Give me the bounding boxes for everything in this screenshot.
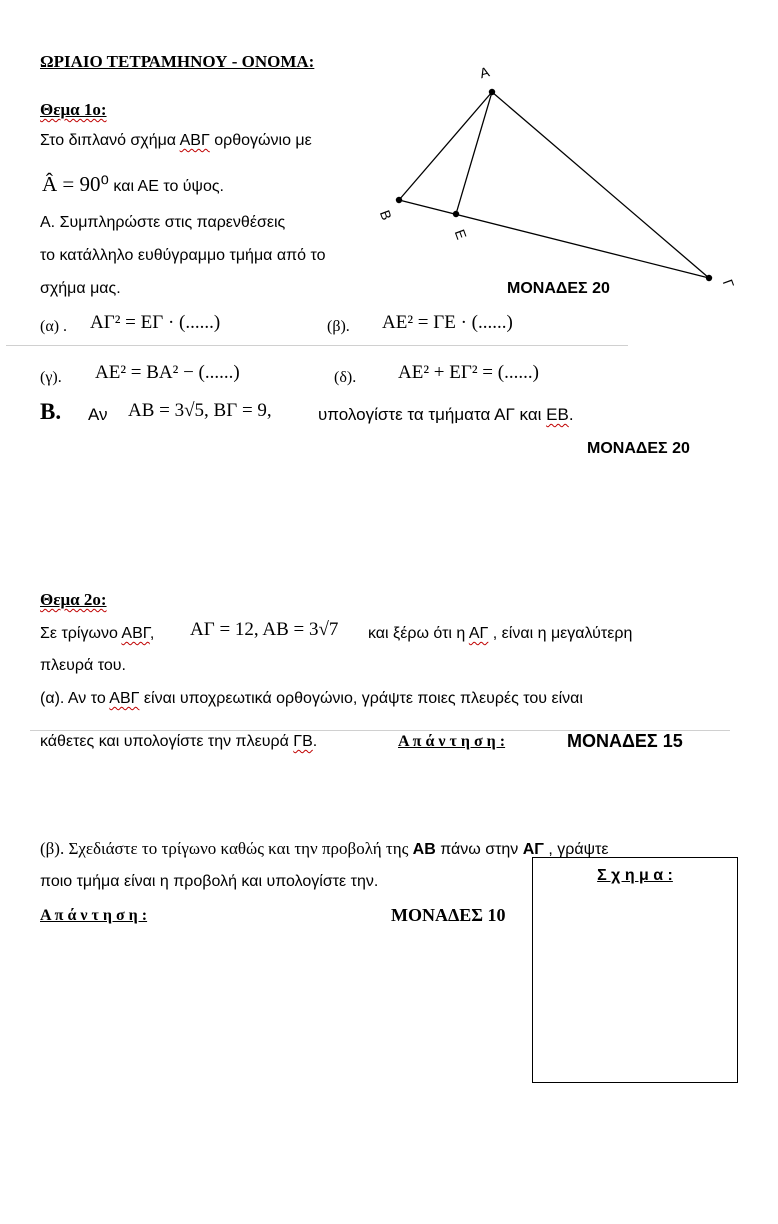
point-g [706, 275, 712, 281]
theme2-line2: πλευρά του. [40, 657, 126, 674]
theme1-monades-b: ΜΟΝΑΔΕΣ 20 [587, 440, 690, 457]
point-b [396, 197, 402, 203]
theme2-b-line2: ποιο τμήμα είναι η προβολή και υπολογίστε την. [40, 873, 379, 890]
partB-text [318, 405, 574, 425]
theme1-heading-text: Θεμα 1ο: [40, 100, 107, 119]
partB-dot: . [568, 405, 574, 424]
item-b-label: (β). [327, 318, 350, 335]
theme1-partA-line2: το κατάλληλο ευθύγραμμο τμήμα από το [40, 247, 326, 264]
theme2-a-line2 [40, 733, 317, 751]
theme2-monades-b: ΜΟΝΑΔΕΣ 10 [391, 905, 506, 925]
theme1-line1 [40, 132, 312, 150]
theme2-b-mid: πάνω στην [435, 841, 523, 858]
theme1-monades-a: ΜΟΝΑΔΕΣ 20 [507, 280, 610, 297]
theme2-line1 [40, 625, 154, 643]
side-bg [399, 200, 709, 278]
theme2-ag: ΑΓ [468, 625, 489, 642]
theme2-answer-b-label: Α π ά ν τ η σ η : [40, 907, 148, 924]
triangle-figure [370, 55, 750, 300]
theme2-suffix-b: , είναι η μεγαλύτερη [488, 625, 633, 642]
theme1-line2 [42, 172, 224, 197]
theme2-comma: , [149, 625, 155, 642]
partB-eb: ΕΒ [546, 405, 569, 424]
theme1-partA-line3: σχήμα μας. [40, 280, 121, 297]
theme2-b-ab: ΑΒ [412, 841, 436, 858]
theme2-b-prefix: (β). Σχεδιάστε το τρίγωνο καθώς και την προβολή της [40, 839, 413, 858]
theme1-heading [40, 100, 107, 120]
theme1-abg: ΑΒΓ [179, 132, 210, 149]
theme2-suffix-a: και ξέρω ότι η [368, 625, 469, 642]
angle-formula: Â = 90⁰ [42, 172, 109, 196]
point-e [453, 211, 459, 217]
point-a [489, 89, 495, 95]
theme2-answer-b [40, 907, 213, 925]
theme2-line1-prefix: Σε τρίγωνο [40, 625, 122, 642]
item-b-formula: ΑΕ² = ΓΕ · (......) [382, 312, 513, 333]
theme2-heading [40, 590, 107, 610]
theme2-a-line2-prefix: κάθετες και υπολογίστε την πλευρά [40, 733, 294, 750]
partB-label: Β. [40, 399, 62, 424]
item-a-formula: ΑΓ² = ΕΓ · (......) [90, 312, 221, 333]
theme2-a-prefix: (α). Αν το [40, 690, 110, 707]
theme2-formula: ΑΓ = 12, ΑΒ = 3√7 [190, 619, 339, 640]
theme1-line1-prefix: Στο διπλανό σχήμα [40, 132, 180, 149]
theme2-heading-text: Θεμα 2ο: [40, 590, 107, 609]
theme2-a-abg: ΑΒΓ [109, 690, 140, 707]
altitude-ae [456, 92, 492, 214]
item-a-label: (α) . [40, 318, 68, 335]
page-title: ΩΡΙΑΙΟ ΤΕΤΡΑΜΗΝΟΥ - ΟΝΟΜΑ: [40, 52, 315, 71]
theme1-partA-line1: Α. Συμπληρώστε στις παρενθέσεις [40, 214, 286, 231]
theme2-a-line2-dot: . [312, 733, 318, 750]
label-b: B [376, 207, 396, 223]
theme2-answer-a [398, 733, 523, 751]
theme2-monades-a: ΜΟΝΑΔΕΣ 15 [567, 731, 683, 751]
figure-box[interactable] [532, 857, 738, 1083]
figure-box-label: Σ χ η μ α : [597, 867, 673, 884]
partB-text-main: υπολογίστε τα τμήματα ΑΓ και [318, 405, 547, 424]
theme2-b-line1 [40, 839, 608, 859]
label-g: Γ [719, 277, 738, 290]
theme1-line2-suffix: και ΑΕ το ύψος. [108, 178, 224, 195]
item-c-label: (γ). [40, 369, 62, 386]
item-d-label: (δ). [334, 369, 357, 386]
partB-if: Αν [88, 405, 108, 424]
theme2-a-suffix: είναι υποχρεωτικά ορθογώνιο, γράψτε ποιες πλευρές του είναι [139, 690, 583, 707]
theme2-b-ag: ΑΓ [522, 841, 544, 858]
theme2-a-line1 [40, 690, 583, 708]
item-c-formula: ΑΕ² = ΒΑ² − (......) [95, 362, 240, 383]
theme2-b-suffix: , γράψτε [543, 841, 609, 858]
label-a: A [477, 63, 492, 82]
theme2-line1-tail [368, 625, 632, 643]
theme1-line1-suffix: ορθογώνιο με [209, 132, 312, 149]
theme2-gb: ΓΒ [293, 733, 313, 750]
partB-formula: ΑΒ = 3√5, ΒΓ = 9, [128, 400, 272, 421]
section-rule-1 [6, 345, 628, 346]
theme2-answer-a-label: Α π ά ν τ η σ η : [398, 733, 506, 750]
theme2-abg: ΑΒΓ [121, 625, 150, 642]
label-e: E [451, 227, 470, 242]
side-ab [399, 92, 492, 200]
item-d-formula: ΑΕ² + ΕΓ² = (......) [398, 362, 539, 383]
